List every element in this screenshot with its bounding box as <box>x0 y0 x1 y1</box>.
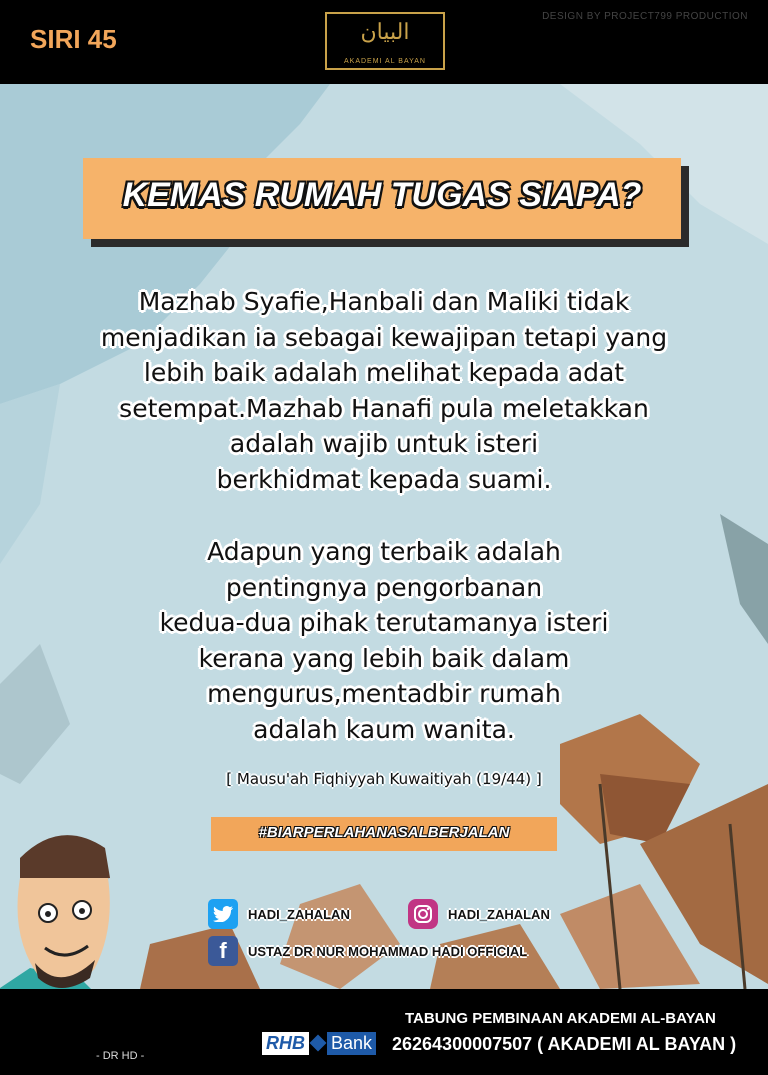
facebook-icon: f <box>208 936 238 966</box>
hashtag-banner <box>211 817 557 851</box>
facebook-page[interactable] <box>208 936 527 966</box>
logo-arabic-text: البيان <box>360 20 410 45</box>
bank-account-number: 26264300007507 ( AKADEMI AL BAYAN ) <box>392 1034 737 1054</box>
paragraph-line: kedua-dua pihak terutamanya isteri <box>159 608 609 637</box>
bank-logo-text: Bank <box>327 1032 376 1055</box>
twitter-handle-label: HADI_ZAHALAN <box>248 906 350 922</box>
hashtag-text: #BIARPERLAHANASALBERJALAN <box>258 824 510 841</box>
title-banner <box>83 158 681 239</box>
rhb-diamond-icon <box>310 1035 327 1052</box>
paragraph-line: setempat.Mazhab Hanafi pula meletakkan <box>119 393 649 423</box>
instagram-handle-label: HADI_ZAHALAN <box>448 906 550 922</box>
paragraph-line: lebih baik adalah melihat kepada adat <box>143 358 625 387</box>
page-title: KEMAS RUMAH TUGAS SIAPA? <box>122 176 642 214</box>
paragraph-two <box>30 534 738 747</box>
instagram-icon <box>408 899 438 929</box>
paragraph-line: mengurus,mentadbir rumah <box>207 679 561 708</box>
paragraph-line: Adapun yang terbaik adalah <box>207 537 561 566</box>
signature-label: - DR HD - <box>96 1050 145 1062</box>
paragraph-line: berkhidmat kepada suami. <box>216 464 552 494</box>
rhb-bank-logo <box>262 1030 376 1056</box>
paragraph-line: pentingnya pengorbanan <box>225 572 543 602</box>
akademi-al-bayan-logo <box>325 12 445 70</box>
design-credit: DESIGN BY PROJECT799 PRODUCTION <box>542 11 748 22</box>
paragraph-line: kerana yang lebih baik dalam <box>198 643 570 673</box>
bottom-bar <box>0 989 768 1075</box>
facebook-page-label: USTAZ DR NUR MOHAMMAD HADI OFFICIAL <box>248 943 528 959</box>
reference-citation: [ Mausu'ah Fiqhiyyah Kuwaitiyah (19/44) ] <box>226 770 542 788</box>
logo-subtitle: AKADEMI AL BAYAN <box>343 58 426 65</box>
paragraph-line: menjadikan ia sebagai kewajipan tetapi yang <box>100 322 668 352</box>
twitter-icon <box>208 899 238 929</box>
paragraph-one <box>30 284 738 497</box>
twitter-handle[interactable] <box>208 899 350 929</box>
fund-title: TABUNG PEMBINAAN AKADEMI AL-BAYAN <box>405 1010 716 1027</box>
paragraph-line: Mazhab Syafie,Hanbali dan Maliki tidak <box>138 287 630 316</box>
paragraph-line: adalah kaum wanita. <box>253 714 515 744</box>
rhb-logo-text: RHB <box>262 1032 309 1055</box>
series-label: SIRI 45 <box>30 24 117 54</box>
instagram-handle[interactable] <box>408 899 550 929</box>
top-bar <box>0 0 768 84</box>
paragraph-line: adalah wajib untuk isteri <box>229 429 539 458</box>
